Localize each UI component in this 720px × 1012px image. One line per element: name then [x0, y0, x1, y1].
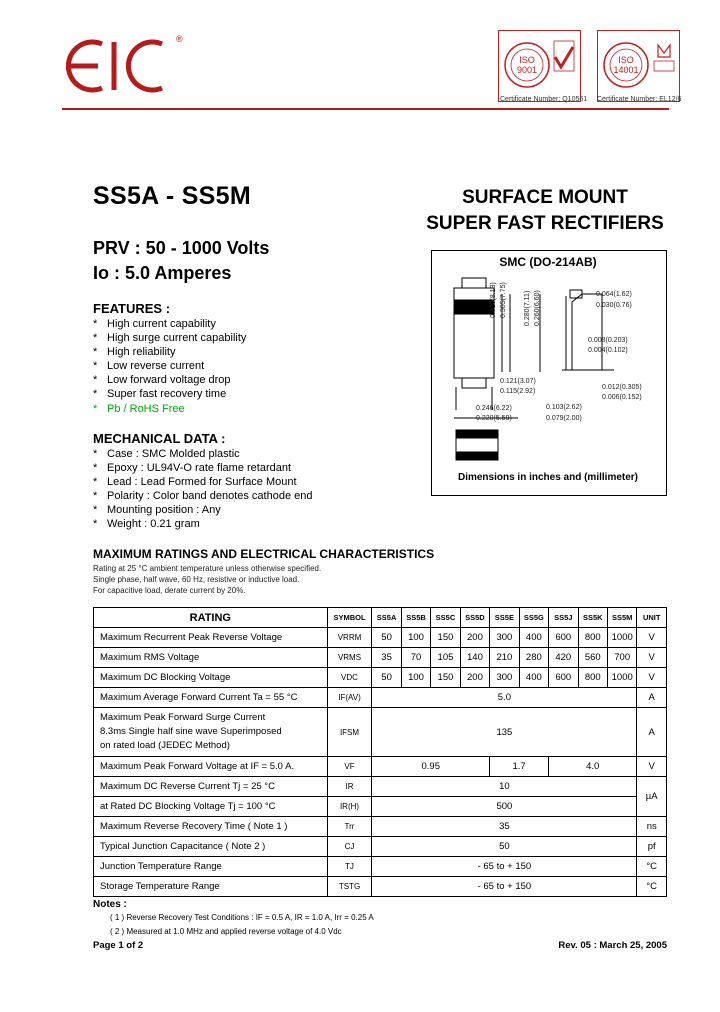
list-item: * High current capability: [93, 318, 216, 330]
list-item: * Lead : Lead Formed for Surface Mount: [93, 476, 297, 489]
dim-label: 0.305(7.75): [500, 282, 507, 318]
features-title: FEATURES :: [93, 301, 171, 316]
iso-9001-seal-icon: [499, 31, 580, 101]
list-item: * Low forward voltage drop: [93, 374, 231, 387]
dim-label: 0.079(2.00): [546, 415, 582, 422]
table-row: Maximum DC Reverse Current Tj = 25 °C IR 10 µA: [94, 777, 667, 797]
features-list: [93, 317, 246, 416]
note-1: ( 1 ) Reverse Recovery Test Conditions : IF = 0.5 A, IR = 1.0 A, Irr = 0.25 A: [110, 913, 374, 922]
list-item: * High surge current capability: [93, 332, 247, 345]
header-part: SS5K: [578, 608, 607, 628]
svg-text:9001: 9001: [516, 65, 538, 75]
table-row: at Rated DC Blocking Voltage Tj = 100 °C IR(H) 500: [94, 797, 667, 817]
page-number: Page 1 of 2: [93, 940, 144, 951]
dim-label: 0.260(6.60): [534, 290, 541, 326]
condition-line: For capacitive load, derate current by 20%.: [93, 586, 246, 595]
header-unit: UNIT: [637, 608, 667, 628]
ratings-title: MAXIMUM RATINGS AND ELECTRICAL CHARACTERISTICS: [93, 547, 435, 561]
dim-label: 0.220(5.59): [476, 415, 512, 422]
table-row: Maximum DC Blocking Voltage VDC 50 100 150 200 300 400 600 800 1000 V: [94, 668, 667, 688]
mechanical-list: [93, 447, 312, 532]
table-row: Typical Junction Capacitance ( Note 2 ) CJ 50 pf: [94, 837, 667, 857]
header-part: SS5E: [490, 608, 519, 628]
iso-14001-seal-icon: [597, 31, 682, 103]
table-row: Maximum Reverse Recovery Time ( Note 1 ) Trr 35 ns: [94, 817, 667, 837]
header-rating: RATING: [94, 608, 328, 628]
dim-label: 0.320(8.13): [490, 282, 497, 318]
header-part: SS5C: [431, 608, 460, 628]
list-item: * Pb / RoHS Free: [93, 402, 185, 415]
dim-label: 0.030(0.76): [596, 302, 632, 309]
dimensions-caption: Dimensions in inches and (millimeter): [457, 472, 639, 483]
svg-text:14001: 14001: [613, 65, 639, 75]
list-item: * Polarity : Color band denotes cathode end: [93, 490, 313, 503]
notes-title: Notes :: [93, 899, 127, 910]
header-symbol: SYMBOL: [327, 608, 372, 628]
dim-label: 0.006(0.152): [602, 394, 642, 401]
dim-label: 0.004(0.102): [588, 347, 628, 354]
table-row: Maximum Average Forward Current Ta = 55 °C IF(AV) 5.0 A: [94, 688, 667, 708]
list-item: * Weight : 0.21 gram: [93, 518, 200, 531]
list-item: * Low reverse current: [93, 360, 205, 373]
condition-line: Single phase, half wave, 60 Hz, resistive or inductive load.: [93, 575, 300, 584]
table-row: Storage Temperature Range TSTG - 65 to + 150 °C: [94, 877, 667, 897]
table-header-row: [94, 608, 667, 628]
table-row: Maximum Peak Forward Surge Current 8.3ms Single half sine wave Superimposed on rated load (JEDEC Method) IFSM 135 A: [94, 708, 667, 757]
condition-line: Rating at 25 °C ambient temperature unless otherwise specified.: [93, 564, 322, 573]
iso-14001-certificate: [597, 30, 680, 102]
dim-label: 0.008(0.203): [588, 337, 628, 344]
dim-label: 0.246(6.22): [476, 405, 512, 412]
table-row: Maximum RMS Voltage VRMS 35 70 105 140 210 280 420 560 700 V: [94, 648, 667, 668]
dim-label: 0.103(2.62): [546, 404, 582, 411]
table-row: Junction Temperature Range TJ - 65 to + 150 °C: [94, 857, 667, 877]
iso-9001-certificate: [498, 30, 581, 102]
list-item: * Mounting position : Any: [93, 504, 221, 517]
product-title-line1: SURFACE MOUNT: [462, 187, 628, 208]
revision-date: Rev. 05 : March 25, 2005: [558, 940, 667, 951]
svg-text:®: ®: [176, 34, 183, 44]
list-item: * Super fast recovery time: [93, 388, 227, 401]
header-rule: [62, 108, 669, 110]
list-item: * Case : SMC Molded plastic: [93, 448, 240, 460]
table-row: Maximum Peak Forward Voltage at IF = 5.0 A. VF 0.95 1.7 4.0 V: [94, 757, 667, 777]
header-part: SS5G: [519, 608, 548, 628]
dim-label: 0.012(0.305): [602, 384, 642, 391]
dim-label: 0.115(2.92): [500, 388, 536, 395]
header-part: SS5D: [460, 608, 489, 628]
svg-text:ISO: ISO: [519, 55, 535, 65]
header-part: SS5B: [401, 608, 430, 628]
svg-text:ISO: ISO: [618, 55, 634, 65]
cert-number-9001: Certificate Number: Q10561: [500, 96, 588, 103]
dim-label: 0.121(3.07): [500, 378, 536, 385]
cert-number-14001: Certificate Number: EL12/6: [597, 96, 682, 103]
eic-logo: [62, 30, 187, 100]
io-spec: Io : 5.0 Amperes: [93, 263, 232, 283]
ratings-table: [93, 607, 667, 897]
part-number: SS5A - SS5M: [93, 182, 251, 210]
table-row: Maximum Recurrent Peak Reverse Voltage VRRM 50 100 150 200 300 400 600 800 1000 V: [94, 628, 667, 648]
header-part: SS5M: [607, 608, 636, 628]
dim-label: 0.280(7.11): [524, 290, 531, 326]
dim-label: 0.064(1.62): [596, 291, 632, 298]
note-2: ( 2 ) Measured at 1.0 MHz and applied reverse voltage of 4.0 Vdc: [110, 927, 342, 936]
list-item: * Epoxy : UL94V-O rate flame retardant: [93, 462, 292, 475]
list-item: * High reliability: [93, 346, 176, 359]
header-part: SS5A: [372, 608, 401, 628]
mechanical-title: MECHANICAL DATA :: [93, 431, 226, 446]
header-part: SS5J: [549, 608, 578, 628]
product-title-line2: SUPER FAST RECTIFIERS: [426, 213, 664, 234]
package-drawing: [432, 270, 664, 470]
package-title: SMC (DO-214AB): [499, 255, 597, 269]
prv-spec: PRV : 50 - 1000 Volts: [93, 238, 270, 258]
